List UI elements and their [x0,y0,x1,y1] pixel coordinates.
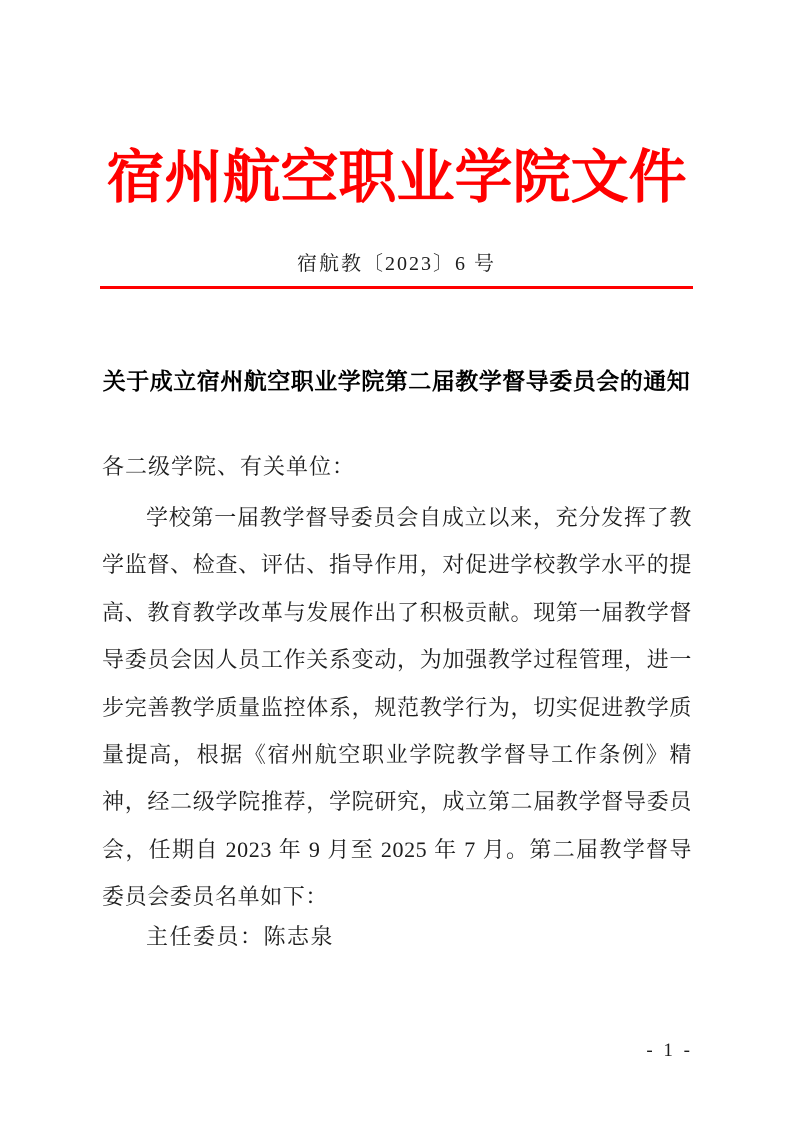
letterhead-title: 宿州航空职业学院文件 [106,145,687,210]
page-number: - 1 - [646,1040,693,1061]
salutation-line: 各二级学院、有关单位： [102,454,356,479]
red-divider-line [100,286,693,289]
member-line-chief: 主任委员：陈志泉 [146,924,335,949]
document-number: 宿航教〔2023〕6 号 [297,253,496,275]
notice-title: 关于成立宿州航空职业学院第二届教学督导委员会的通知 [102,369,691,394]
body-paragraph: 学校第一届教学督导委员会自成立以来，充分发挥了教学监督、检查、评估、指导作用，对促进学校教学水平的提高、教育教学改革与发展作出了积极贡献。现第一届教学督导委员会因人员工作关系变动，为加强教学过程管理，进一步完善教学质量监控体系，规范教学行为，切实促进教学质量提高，根据《宿州航空职业学院教学督导工作条例》精神，经二级学院推荐，学院研究，成立第二届教学督导委员会，任期自 2023 年 9 月至 2025 年 7 月。第二届教学督导委员会委员名单如下： [102,505,692,910]
